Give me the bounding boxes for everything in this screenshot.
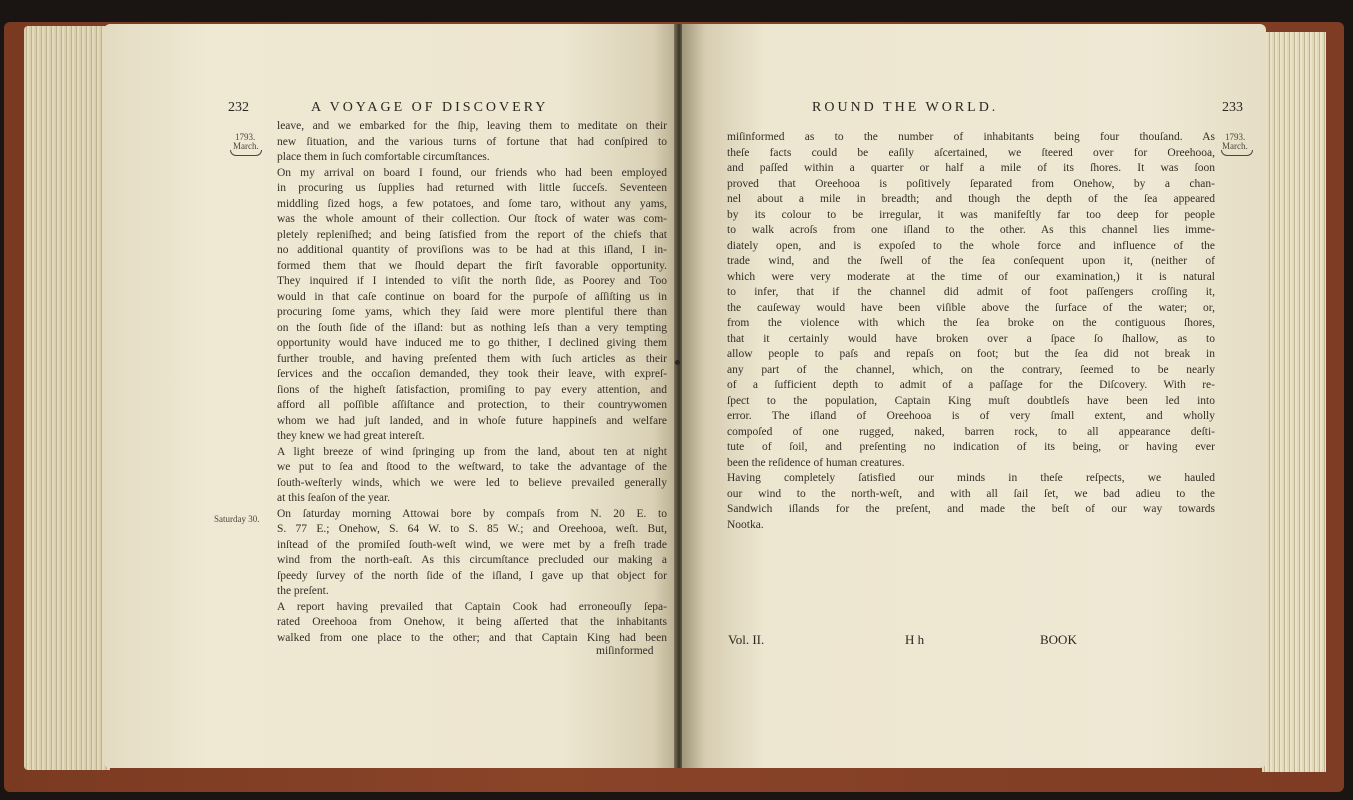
text-line: A light breeze of wind ſpringing up from the land, about ten at night (277, 445, 667, 458)
text-line: Sandwich iſlands for the preſent, and made the beſt of our way towards (727, 503, 1215, 515)
text-line: S. 77 E.; Onehow, S. 64 W. to S. 85 W.; and Oreehooa, weſt. But, (277, 523, 667, 535)
text-line: ſervices and the occaſion demanded, they took their leave, with expreſ- (277, 368, 667, 380)
text-line: ſouth-weſterly winds, which we were led to believe prevailed generally (277, 476, 667, 489)
right-running-head: ROUND THE WORLD. (812, 100, 999, 115)
left-page-text (277, 119, 667, 646)
right-margin-year: 1793. (1225, 132, 1246, 142)
text-line: ſpect to the population, Captain King muſt doubtleſs have been led into (727, 394, 1215, 407)
right-page-edges (1262, 32, 1326, 772)
text-line: and paſſed within a quarter or half a mile of its ſhores. It was ſoon (727, 162, 1215, 174)
text-line: walked from one place to the other; and that Captain King had been (277, 631, 667, 644)
text-line: inſtead of the promiſed ſouth-weſt wind, we were met by a freſh trade (277, 538, 667, 551)
right-page-number: 233 (1222, 100, 1243, 115)
text-line: afford all poſſible aſſiſtance and protection, to their countrywomen (277, 399, 667, 411)
left-margin-brace (230, 150, 262, 156)
text-line: any part of the channel, which, on the contrary, ſeemed to be nearly (727, 363, 1215, 376)
left-page-edges (24, 26, 110, 770)
text-line: pletely repleniſhed; and being ſatisfied from the report of the chiefs that (277, 228, 667, 241)
text-line: we put to ſea and ſtood to the weſtward, to take the advantage of the (277, 461, 667, 473)
text-line: opportunity would have induced me to go thither, I declined giving them (277, 337, 667, 349)
text-line: they knew we had great intereſt. (277, 430, 425, 442)
text-line: our wind to the north-weſt, and with all ſail ſet, we bad adieu to the (727, 487, 1215, 500)
left-margin-year: 1793. (235, 132, 256, 142)
left-margin-month: March. (233, 141, 259, 151)
volume-label: Vol. II. (728, 632, 765, 647)
text-line: leave, and we embarked for the ſhip, leaving them to meditate on their (277, 120, 667, 132)
text-line: wind from the north-eaſt. As this circumſtance precluded our making a (277, 554, 667, 566)
text-line: On ſaturday morning Attowai bore by compaſs from N. 20 E. to (277, 507, 667, 520)
left-catchword: miſinformed (596, 645, 654, 657)
text-line: by its colour to be irregular, it was manifeſtly far too deep for people (727, 208, 1215, 221)
right-margin-brace (1221, 150, 1253, 156)
text-line: new ſituation, and the various turns of fortune that had conſpired to (277, 135, 667, 148)
text-line: at this ſeaſon of the year. (277, 492, 391, 504)
text-line: place them in ſuch comfortable circumſtances. (277, 151, 490, 163)
text-line: the preſent. (277, 585, 329, 597)
text-line: theſe facts could be eaſily aſcertained, we ſteered over for Oreehooa, (727, 146, 1215, 159)
text-line: whom we had juſt landed, and in whoſe future happineſs and welfare (277, 414, 667, 427)
text-line: was the whole amount of their collection. Our ſtock of water was com- (277, 213, 667, 225)
text-line: allow people to paſs and repaſs on foot; but the ſea did not break in (727, 348, 1215, 360)
text-line: trade wind, and the ſwell of the ſea conſequent upon it, (neither of (727, 255, 1215, 267)
gutter-mark (675, 360, 680, 365)
text-line: rated Oreehooa from Onehow, it being aſſerted that the inhabitants (277, 616, 667, 628)
text-line: formed them that we ſhould depart the firſt favorable opportunity. (277, 259, 667, 272)
left-page-number: 232 (228, 100, 249, 115)
text-line: error. The iſland of Oreehooa is of very ſmall extent, and wholly (727, 410, 1215, 422)
text-line: further trouble, and having preſented them with ſuch articles as their (277, 352, 667, 365)
text-line: compoſed of one rugged, naked, barren rock, to all appearance deſti- (727, 425, 1215, 438)
text-line: ſpeedy ſurvey of the north ſide of the iſland, I gave up that object for (277, 569, 667, 582)
text-line: been the reſidence of human creatures. (727, 456, 905, 469)
text-line: tute of ſoil, and preſenting no indication of its being, or having ever (727, 441, 1215, 453)
text-line: the cauſeway would have been viſible above the ſurface of the water; or, (727, 301, 1215, 314)
text-line: Having completely ſatisfied our minds in theſe reſpects, we hauled (727, 472, 1215, 484)
right-margin-month: March. (1222, 141, 1248, 151)
left-running-head: A VOYAGE OF DISCOVERY (311, 100, 549, 115)
text-line: nel about a mile in breadth; and though the depth of the ſea appeared (727, 193, 1215, 205)
text-line: A report having prevailed that Captain Cook had erroneouſly ſepa- (277, 600, 667, 613)
text-line: on the ſouth ſide of the iſland: but as nothing leſs than a very tempting (277, 321, 667, 334)
text-line: procuring ſome yams, which they ſaid were more plentiful there than (277, 306, 667, 318)
text-line: middling ſized hogs, a few potatoes, and ſome taro, without any yams, (277, 197, 667, 210)
left-margin-date: Saturday 30. (214, 514, 260, 524)
text-line: miſinformed as to the number of inhabitants being four thouſand. As (727, 131, 1215, 143)
text-line: to infer, that if the channel did admit of foot paſſengers croſſing it, (727, 286, 1215, 298)
text-line: of a ſufficient depth to admit of a paſſage for the Diſcovery. With re- (727, 379, 1215, 391)
text-line: to walk acroſs from one iſland to the other. As this channel lies imme- (727, 224, 1215, 236)
text-line: They inquired if I intended to viſit the north ſide, as Poorey and Too (277, 275, 667, 287)
signature-mark: H h (905, 632, 925, 647)
text-line: from the violence with which the ſea broke on the contiguous ſhores, (727, 317, 1215, 329)
text-line: which were very moderate at the time of our examination,) it is natural (727, 270, 1215, 283)
text-line: no additional quantity of proviſions was to be had at this iſland, I in- (277, 244, 667, 256)
text-line: proved that Oreehooa is poſitively ſeparated from Onehow, by a chan- (727, 177, 1215, 190)
right-catchword: BOOK (1040, 632, 1077, 647)
text-line: would in that caſe continue on board for the purpoſe of aſſiſting us in (277, 290, 667, 303)
text-line: On my arrival on board I found, our friends who had been employed (277, 166, 667, 179)
text-line: ſions of the higheſt ſatisfaction, promiſing to pay every attention, and (277, 383, 667, 396)
right-page-text (727, 130, 1215, 533)
text-line: in procuring us ſupplies had returned with little ſucceſs. Seventeen (277, 182, 667, 194)
text-line: diately open, and is expoſed to the whole force and influence of the (727, 239, 1215, 252)
text-line: that it certainly would have broken over a ſpace ſo ſhallow, as to (727, 332, 1215, 345)
text-line: Nootka. (727, 518, 764, 531)
